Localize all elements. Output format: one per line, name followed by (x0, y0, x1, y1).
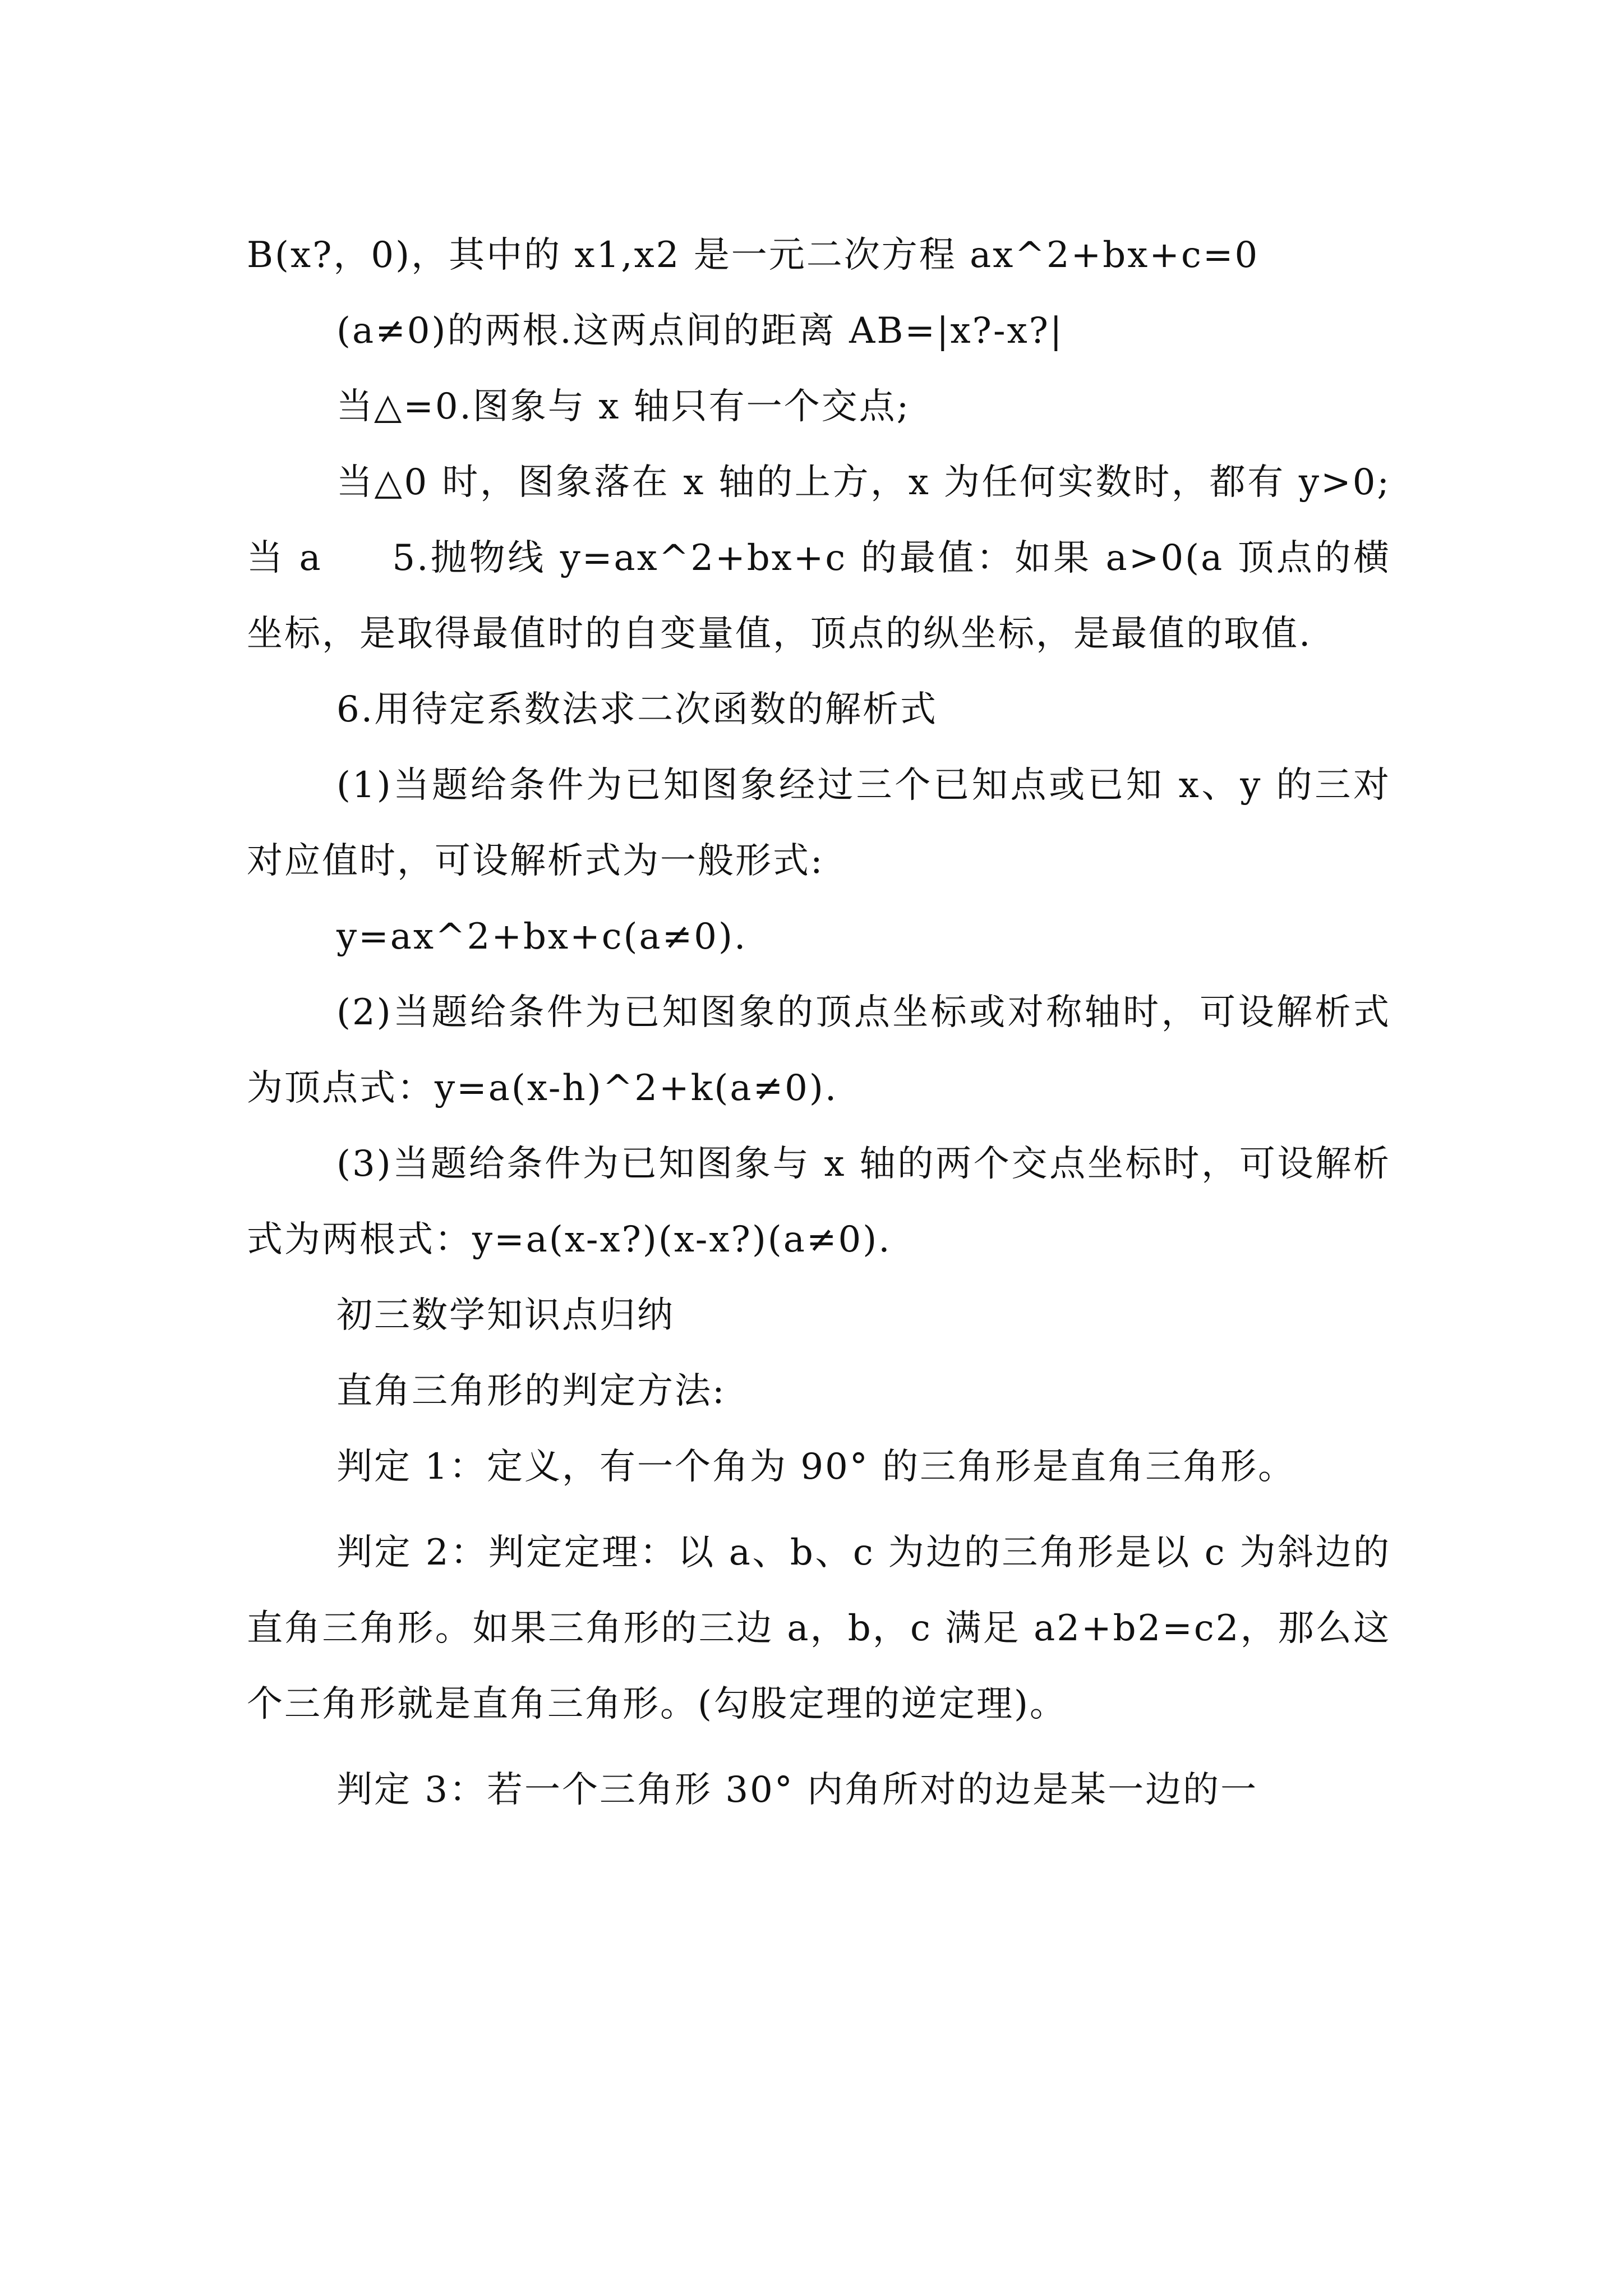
paragraph-knowledge-heading: 初三数学知识点归纳 (336, 1295, 675, 1336)
paragraph-criterion-3: 判定 3：若一个三角形 30° 内角所对的边是某一边的一 (336, 1769, 1258, 1811)
paragraph-section-6-heading: 6.用待定系数法求二次函数的解析式 (336, 689, 938, 730)
paragraph-right-triangle-heading: 直角三角形的判定方法: (336, 1370, 726, 1412)
paragraph-root-form: (3)当题给条件为已知图象与 x 轴的两个交点坐标时，可设解析式为两根式：y=a(x-x?)(x-x?)(a≠0). (247, 1143, 1391, 1260)
paragraph-criterion-1: 判定 1：定义，有一个角为 90° 的三角形是直角三角形。 (336, 1446, 1296, 1488)
paragraph-roots-intro: B(x?，0)，其中的 x1,x2 是一元二次方程 ax^2+bx+c=0 (247, 234, 1260, 276)
paragraph-general-form: (1)当题给条件为已知图象经过三个已知点或已知 x、y 的三对对应值时，可设解析式为一般形式: (247, 765, 1391, 882)
paragraph-criterion-2: 判定 2：判定定理：以 a、b、c 为边的三角形是以 c 为斜边的直角三角形。如果三角形的三边 a，b，c 满足 a2+b2=c2，那么这个三角形就是直角三角形。(勾股定理的逆定理)。 (247, 1532, 1391, 1725)
document-body (247, 218, 1391, 1828)
paragraph-vertex-form: (2)当题给条件为已知图象的顶点坐标或对称轴时，可设解析式为顶点式：y=a(x-h)^2+k(a≠0). (247, 992, 1391, 1109)
paragraph-general-form-formula: y=ax^2+bx+c(a≠0). (336, 916, 748, 958)
paragraph-delta-extreme-value: 当△0 时，图象落在 x 轴的上方，x 为任何实数时，都有 y>0;当 a 5.抛物线 y=ax^2+bx+c 的最值：如果 a>0(a 顶点的横坐标，是取得最值时的自变量值，顶点的纵坐标，是最值的取值. (247, 462, 1391, 655)
paragraph-delta-zero: 当△=0.图象与 x 轴只有一个交点; (336, 386, 911, 427)
paragraph-roots-distance: (a≠0)的两根.这两点间的距离 AB=|x?-x?| (336, 310, 1064, 352)
